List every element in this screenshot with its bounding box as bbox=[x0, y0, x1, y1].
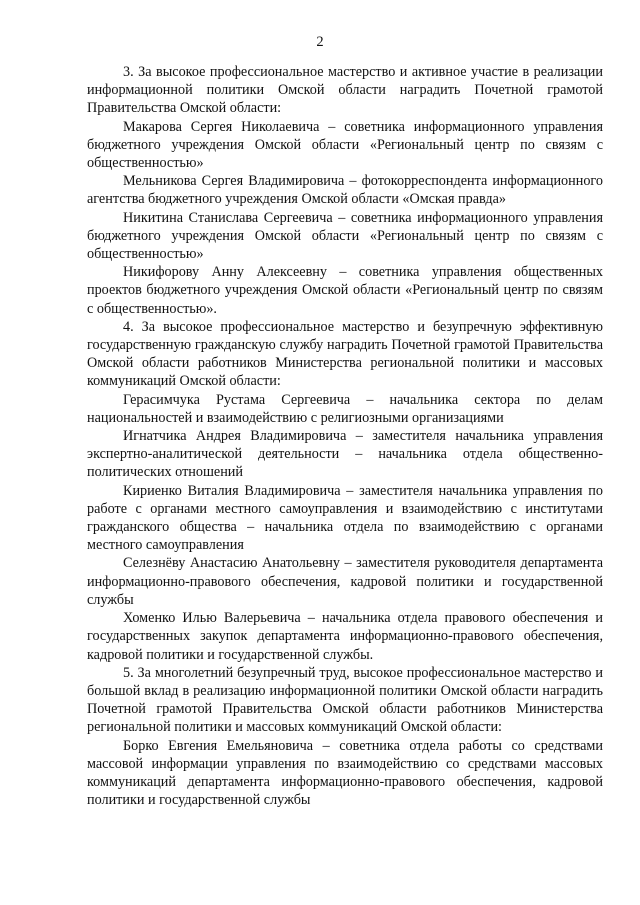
paragraph-khomenko: Хоменко Илью Валерьевича – начальника отдела правового обеспечения и государственных закупок департамента информационно-правового обеспечения, кадровой политики и государственной службы. bbox=[87, 610, 603, 663]
document-body bbox=[87, 63, 603, 809]
paragraph-award-section-4: 4. За высокое профессиональное мастерство и безупречную эффективную государственную гражданскую службу наградить Почетной грамотой Правительства Омской области работников Министерства региональной политики и массовых коммуникаций Омской области: bbox=[87, 318, 603, 390]
paragraph-nikitin: Никитина Станислава Сергеевича – советника информационного управления бюджетного учреждения Омской области «Региональный центр по связям с общественностью» bbox=[87, 209, 603, 263]
paragraph-melnikov: Мельникова Сергея Владимировича – фотокорреспондента информационного агентства бюджетного учреждения Омской области «Омская правда» bbox=[87, 173, 603, 208]
paragraph-borko: Борко Евгения Емельяновича – советника отдела работы со средствами массовой информации управления по взаимодействию со средствами массовых коммуникаций департамента информационно-правового обеспечения, кадровой политики и государственной службы bbox=[87, 737, 603, 809]
page-number: 2 bbox=[316, 34, 324, 50]
paragraph-gerasimchuk: Герасимчука Рустама Сергеевича – начальника сектора по делам национальностей и взаимодействию с религиозными организациями bbox=[87, 391, 603, 426]
paragraph-award-section-5: 5. За многолетний безупречный труд, высокое профессиональное мастерство и большой вклад в реализацию информационной политики Омской области наградить Почетной грамотой Правительства Омской области работников Министерства региональной политики и массовых коммуникаций Омской области: bbox=[87, 664, 603, 736]
paragraph-kirienko: Кириенко Виталия Владимировича – заместителя начальника управления по работе с органами местного самоуправления и взаимодействию с институтами гражданского общества – начальника отдела по взаимодействию с органами местного самоуправления bbox=[87, 482, 603, 554]
paragraph-selezneva: Селезнёву Анастасию Анатольевну – заместителя руководителя департамента информационно-правового обеспечения, кадровой политики и государственной службы bbox=[87, 555, 603, 608]
paragraph-award-section-3: 3. За высокое профессиональное мастерство и активное участие в реализации информационной политики Омской области наградить Почетной грамотой Правительства Омской области: bbox=[87, 64, 603, 117]
paragraph-makarov: Макарова Сергея Николаевича – советника информационного управления бюджетного учреждения Омской области «Региональный центр по связям с общественностью» bbox=[87, 118, 603, 172]
paragraph-ignatchik: Игнатчика Андрея Владимировича – заместителя начальника управления экспертно-аналитической деятельности – начальника отдела общественно-политических отношений bbox=[87, 428, 603, 481]
paragraph-nikiforova: Никифорову Анну Алексеевну – советника управления общественных проектов бюджетного учреждения Омской области «Региональный центр по связям с общественностью». bbox=[87, 264, 603, 317]
